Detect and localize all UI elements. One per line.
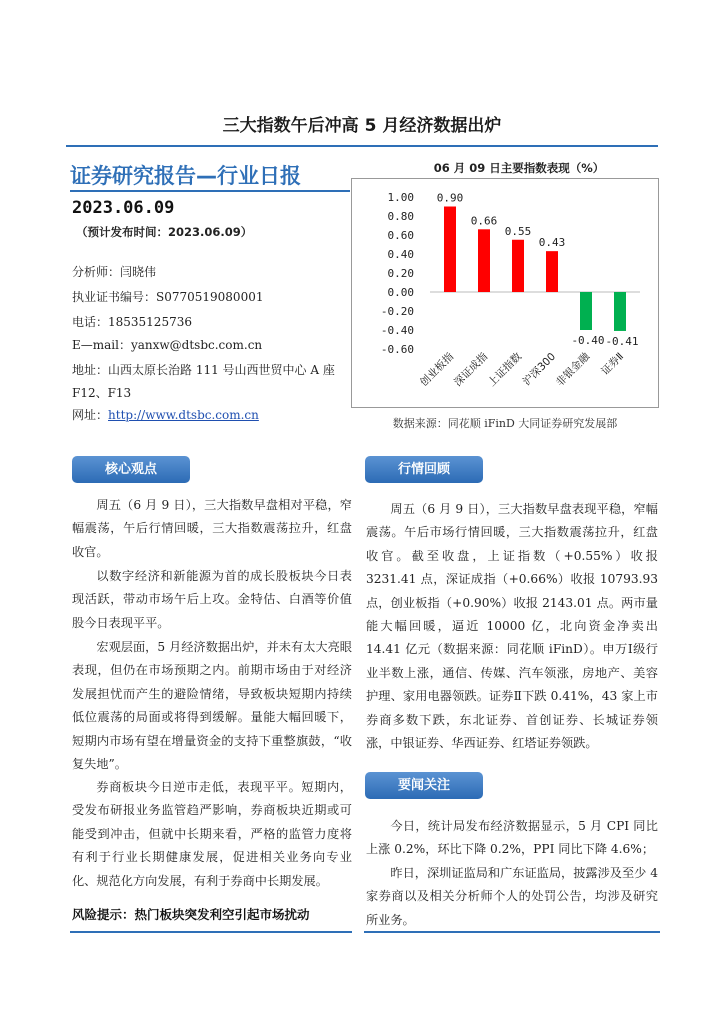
core-view-paragraph: 宏观层面，5 月经济数据出炉，并未有太大亮眼表现，但仍在市场预期之内。前期市场由于对经济发展担忧而产生的避险情绪，导致板块短期内持续低位震荡的局面或将得到缓解。量能大幅回暖下，短期内市场有望在增量资金的支持下重整旗鼓，“收复失地”。: [72, 640, 352, 772]
chart-title: 06 月 09 日主要指数表现（%）: [433, 161, 605, 175]
bar: [580, 292, 592, 330]
y-tick-label: -0.40: [380, 324, 414, 337]
y-tick-label: 0.60: [387, 229, 414, 242]
y-tick-label: 1.00: [387, 191, 414, 204]
bar-value-label: 0.90: [436, 191, 464, 205]
news-paragraph: 今日，统计局发布经济数据显示，5 月 CPI 同比上涨 0.2%，环比下降 0.2%，PPI 同比下降 4.6%；: [366, 819, 658, 857]
bar-value-label: -0.41: [605, 334, 639, 348]
report-name-divider: [70, 190, 350, 192]
risk-note: 风险提示：热门板块突发利空引起市场扰动: [72, 907, 310, 922]
section-heading-market-review: 行情回顾: [365, 456, 483, 483]
x-category-label: 创业板指: [417, 350, 457, 389]
analyst-website: [72, 407, 259, 423]
page-title: 三大指数午后冲高 5 月经济数据出炉: [222, 116, 502, 136]
y-tick-label: -0.60: [380, 343, 414, 356]
section-heading-news: 要闻关注: [365, 772, 483, 799]
section-heading-core-view: 核心观点: [72, 456, 190, 483]
x-category-label: 沪深300: [520, 350, 559, 389]
analyst-address: 地址：山西太原长治路 111 号山西世贸中心 A 座: [72, 363, 335, 377]
x-category-label: 深证成指: [451, 350, 491, 389]
analyst-cert: 执业证书编号：S0770519080001: [72, 290, 264, 304]
bar-value-label: 0.43: [538, 236, 566, 250]
core-view-paragraph: 周五（6 月 9 日），三大指数早盘相对平稳，窄幅震荡，午后行情回暖，三大指数震荡拉升，红盘收官。: [72, 498, 352, 559]
analyst-phone: 电话：18535125736: [72, 315, 192, 329]
bar: [444, 207, 456, 293]
y-tick-label: 0.40: [387, 248, 414, 261]
risk-divider: [70, 931, 352, 933]
y-tick-label: 0.00: [387, 286, 414, 299]
website-link[interactable]: http://www.dtsbc.com.cn: [108, 408, 259, 422]
report-name: 证券研究报告—行业日报: [70, 164, 301, 188]
bar: [512, 240, 524, 292]
bar: [614, 292, 626, 331]
publish-note: （预计发布时间：2023.06.09）: [76, 225, 253, 239]
x-category-label: 非银金融: [553, 350, 593, 389]
news-paragraph: 昨日，深圳证监局和广东证监局，披露涉及至少 4 家券商以及相关分析师个人的处罚公告，均涉及研究所业务。: [366, 866, 658, 927]
right-column-divider: [364, 931, 660, 933]
y-tick-label: 0.80: [387, 210, 414, 223]
x-category-label: 证券Ⅱ: [599, 350, 627, 378]
bar-value-label: 0.66: [470, 214, 498, 228]
analyst-email: E—mail：yanxw@dtsbc.com.cn: [72, 338, 263, 352]
x-category-label: 上证指数: [485, 350, 525, 389]
y-tick-label: 0.20: [387, 267, 414, 280]
market-review-paragraph: 周五（6 月 9 日），三大指数早盘表现平稳，窄幅震荡。午后市场行情回暖，三大指数震荡拉升，红盘收官。截至收盘，上证指数（+0.55%）收报 3231.41 点，深证成指（+0.66%）收报 10793.93 点，创业板指（+0.90%）收报 2143.01 点。两市量能大幅回暖，逼近 10000 亿，北向资金净卖出 14.41 亿元（数据来源：同花顺 iFinD）。申万Ⅰ级行业半数上涨，通信、传媒、汽车领涨，房地产、美容护理、家用电器领跌。证券Ⅱ下跌 0.41%，43 家上市券商多数下跌，东北证券、首创证券、长城证券领涨，中银证券、华西证券、红塔证券领跌。: [366, 502, 658, 751]
chart-source: 数据来源：同花顺 iFinD 大同证券研究发展部: [392, 417, 618, 430]
core-view-paragraph: 券商板块今日逆市走低，表现平平。短期内，受发布研报业务监管趋严影响，券商板块近期或可能受到冲击，但就中长期来看，严格的监管力度将有利于行业长期健康发展，促进相关业务向专业化、规范化方向发展，有利于券商中长期发展。: [72, 780, 352, 888]
report-date: 2023.06.09: [72, 198, 175, 218]
website-label: 网址：: [72, 408, 109, 422]
bar: [546, 251, 558, 292]
bar-value-label: -0.40: [571, 334, 605, 347]
bar-value-label: 0.55: [504, 224, 532, 238]
y-tick-label: -0.20: [380, 305, 414, 318]
analyst-name: 分析师：闫晓伟: [72, 265, 157, 279]
analyst-address-cont: F12、F13: [72, 386, 132, 400]
index-performance-chart: [351, 178, 659, 408]
bar: [478, 229, 490, 292]
title-divider: [66, 145, 658, 147]
core-view-paragraph: 以数字经济和新能源为首的成长股板块今日表现活跃，带动市场午后上攻。金特估、白酒等价值股今日表现平平。: [72, 569, 352, 630]
